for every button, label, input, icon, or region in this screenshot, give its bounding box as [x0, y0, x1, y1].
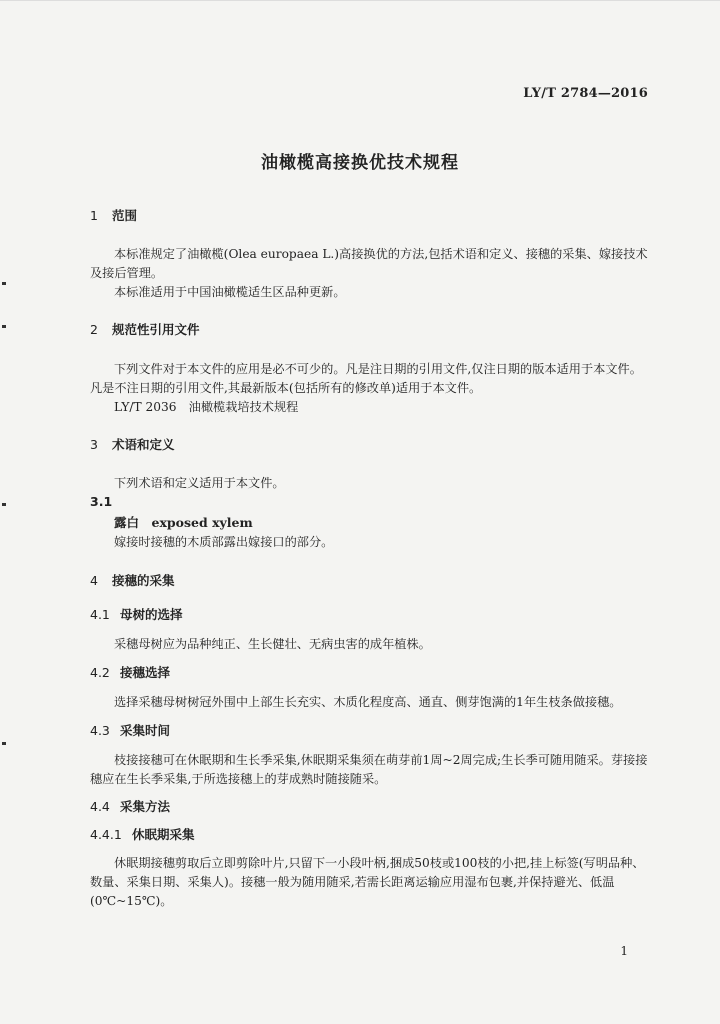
paragraph: 选择采穗母树树冠外围中上部生长充实、木质化程度高、通直、侧芽饱满的1年生枝条做接穗。 [114, 695, 622, 709]
subsection-number: 3.1 [90, 494, 113, 509]
scan-mark [2, 503, 6, 506]
section-title: 规范性引用文件 [112, 322, 200, 337]
paragraph: 采穗母树应为品种纯正、生长健壮、无病虫害的成年植株。 [114, 637, 431, 651]
subsection-number: 4.4.1 [90, 827, 122, 842]
paragraph: 枝接接穗可在休眠期和生长季采集,休眠期采集须在萌芽前1周~2周完成;生长季可随用随采。芽接接穗应在生长季采集,于所选接穗上的芽成熟时随接随采。 [90, 753, 648, 786]
subsection-heading [90, 605, 183, 623]
section-title: 范围 [112, 208, 138, 223]
paragraph: 本标准适用于中国油橄榄适生区品种更新。 [114, 285, 346, 299]
section-number: 1 [90, 208, 98, 223]
section-heading [90, 206, 137, 224]
subsection-heading [90, 721, 170, 739]
subsection-title: 采集方法 [120, 799, 171, 814]
paragraph: 下列文件对于本文件的应用是必不可少的。凡是注日期的引用文件,仅注日期的版本适用于本文件。凡是不注日期的引用文件,其最新版本(包括所有的修改单)适用于本文件。 [90, 362, 642, 395]
subsection-heading [90, 663, 170, 681]
paragraph: 本标准规定了油橄榄(Olea europaea L.)高接换优的方法,包括术语和定义、接穗的采集、嫁接技术及接后管理。 [90, 247, 648, 280]
subsection-heading [90, 825, 195, 843]
subsection-number: 4.2 [90, 665, 110, 680]
subsection-heading [90, 797, 170, 815]
subsection-number: 4.1 [90, 607, 110, 622]
section-title: 接穗的采集 [112, 573, 175, 588]
subsection-title: 采集时间 [120, 723, 171, 738]
scan-edge [0, 0, 720, 1]
term-definition: 嫁接时接穗的木质部露出嫁接口的部分。 [114, 535, 334, 549]
scan-mark [2, 325, 6, 328]
reference-item: LY/T 2036 油橄榄栽培技术规程 [114, 400, 299, 414]
subsection-number: 4.3 [90, 723, 110, 738]
section-heading [90, 320, 200, 338]
subsection-title: 接穗选择 [120, 665, 171, 680]
page-number: 1 [620, 944, 628, 958]
section-title: 术语和定义 [112, 437, 175, 452]
section-heading [90, 571, 175, 589]
document-title: 油橄榄高接换优技术规程 [261, 153, 459, 173]
section-number: 3 [90, 437, 98, 452]
standard-number: LY/T 2784—2016 [523, 86, 648, 101]
section-heading [90, 435, 175, 453]
term-entry: 露白 exposed xylem [114, 515, 253, 530]
subsection-number: 4.4 [90, 799, 110, 814]
paragraph: 下列术语和定义适用于本文件。 [114, 476, 285, 490]
subsection-title: 休眠期采集 [132, 827, 195, 842]
paragraph: 休眠期接穗剪取后立即剪除叶片,只留下一小段叶柄,捆成50枝或100枝的小把,挂上标签(写明品种、数量、采集日期、采集人)。接穗一般为随用随采,若需长距离运输应用湿布包裹,并保持避光、低温(0℃~15℃)。 [90, 856, 645, 908]
scan-mark [2, 742, 6, 745]
scan-mark [2, 282, 6, 285]
section-number: 4 [90, 573, 98, 588]
section-number: 2 [90, 322, 98, 337]
subsection-title: 母树的选择 [120, 607, 183, 622]
